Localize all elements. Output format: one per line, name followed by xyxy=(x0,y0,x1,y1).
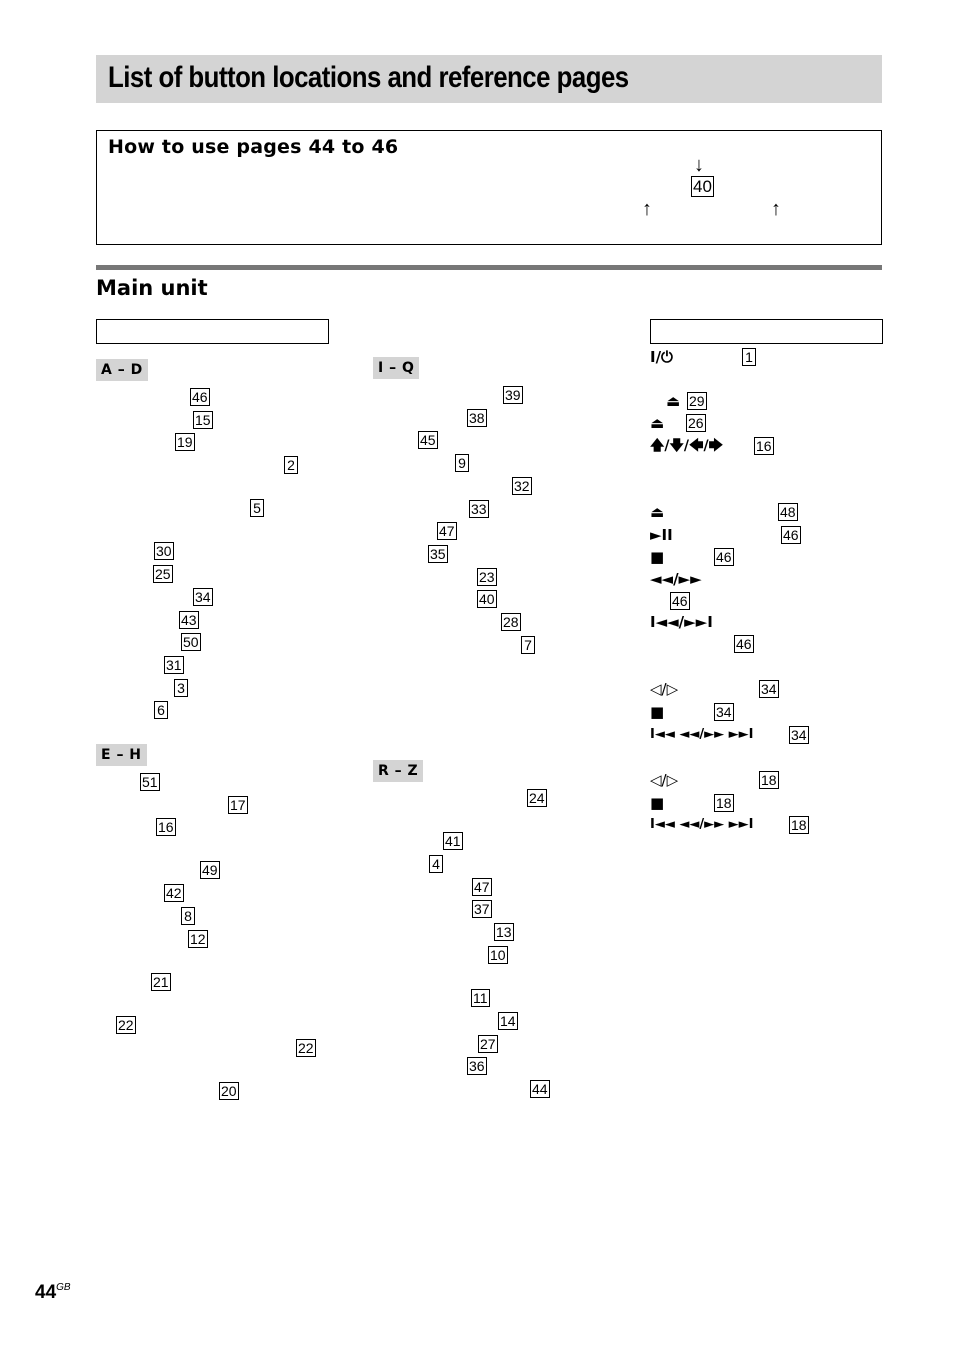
ref-number: 22 xyxy=(298,1040,314,1056)
ref-number: 6 xyxy=(154,701,168,719)
ref-number: 25 xyxy=(155,566,171,582)
column-header-box-left xyxy=(96,319,329,344)
ref-number: 23 xyxy=(479,569,495,585)
ref-number: 50 xyxy=(183,634,199,650)
example-ref-number: 40 xyxy=(693,177,712,196)
eject-icon: ⏏ xyxy=(650,503,665,521)
power-icon: I/⏻ xyxy=(650,348,673,366)
ref-number: 15 xyxy=(195,412,211,428)
group-tag-i-q: I – Q xyxy=(373,357,419,379)
ref-number: 46 xyxy=(716,549,732,565)
arrow-up-icon: ↑ xyxy=(771,198,781,220)
group-tag-a-d: A – D xyxy=(96,359,148,381)
ref-number: 5 xyxy=(250,499,264,517)
skip-search-icon: I◄◄ ◄◄/►► ►►I xyxy=(650,817,754,832)
ref-number: 30 xyxy=(156,543,172,559)
ref-number: 16 xyxy=(158,819,174,835)
ref-number: 1 xyxy=(742,348,756,366)
ref-number: 19 xyxy=(177,434,193,450)
eject-icon: ⏏ xyxy=(666,392,681,410)
ref-number: 28 xyxy=(503,614,519,630)
ref-number: 4 xyxy=(429,855,443,873)
skip-search-icon: I◄◄ ◄◄/►► ►►I xyxy=(650,727,754,742)
page-number-suffix: GB xyxy=(56,1282,71,1293)
ref-number: 22 xyxy=(118,1017,134,1033)
section-title: Main unit xyxy=(96,276,208,300)
ref-number: 32 xyxy=(514,478,530,494)
ref-number: 17 xyxy=(230,797,246,813)
ref-number: 13 xyxy=(496,924,512,940)
ref-number: 38 xyxy=(469,410,485,426)
ref-number: 9 xyxy=(455,454,469,472)
column-header-box-right xyxy=(650,319,883,344)
ref-number: 7 xyxy=(521,636,535,654)
ref-number: 43 xyxy=(181,612,197,628)
arrow-down-icon: ↓ xyxy=(694,154,704,176)
ref-number: 2 xyxy=(284,456,298,474)
ref-number: 47 xyxy=(474,879,490,895)
section-divider xyxy=(96,265,882,270)
ref-number: 21 xyxy=(153,974,169,990)
ref-number: 46 xyxy=(736,636,752,652)
ref-number: 10 xyxy=(490,947,506,963)
ref-number: 42 xyxy=(166,885,182,901)
page-title: List of button locations and reference pages xyxy=(108,61,629,94)
ref-number: 18 xyxy=(761,772,777,788)
ref-number: 36 xyxy=(469,1058,485,1074)
group-tag-r-z: R – Z xyxy=(373,760,423,782)
stop-icon: ■ xyxy=(650,548,665,566)
ref-number: 34 xyxy=(761,681,777,697)
ref-number: 20 xyxy=(221,1083,237,1099)
ref-number: 31 xyxy=(166,657,182,673)
ref-number: 45 xyxy=(420,432,436,448)
ref-number: 46 xyxy=(192,389,208,405)
ref-number: 35 xyxy=(430,546,446,562)
stop-icon: ■ xyxy=(650,703,665,721)
howto-title: How to use pages 44 to 46 xyxy=(108,136,399,158)
ref-number: 12 xyxy=(190,931,206,947)
group-tag-e-h: E – H xyxy=(96,744,147,766)
ref-number: 37 xyxy=(474,901,490,917)
ref-number: 18 xyxy=(716,795,732,811)
skip-icon: I◄◄/►►I xyxy=(650,613,713,631)
play-pause-icon: ►II xyxy=(650,526,673,544)
page-number xyxy=(35,1282,71,1304)
ref-number: 40 xyxy=(479,591,495,607)
ref-number: 11 xyxy=(473,990,488,1006)
page-number-value: 44 xyxy=(35,1282,57,1303)
title-bar xyxy=(96,55,882,103)
ref-number: 3 xyxy=(174,679,188,697)
rewind-fast-forward-icon: ◄◄/►► xyxy=(650,570,702,588)
arrow-up-icon: ↑ xyxy=(642,198,652,220)
ref-number: 34 xyxy=(195,589,211,605)
direction-icon: ◁/▷ xyxy=(650,771,679,789)
ref-number: 46 xyxy=(672,593,688,609)
eject-icon: ⏏ xyxy=(650,414,665,432)
ref-number: 8 xyxy=(181,907,195,925)
cursor-arrows-icon: 🡅/🡇/🡄/🡆 xyxy=(650,438,724,454)
ref-number: 44 xyxy=(532,1081,548,1097)
stop-icon: ■ xyxy=(650,794,665,812)
ref-number: 27 xyxy=(480,1036,496,1052)
howto-box xyxy=(96,130,882,245)
ref-number: 33 xyxy=(471,501,487,517)
ref-number: 46 xyxy=(783,527,799,543)
ref-number: 34 xyxy=(791,727,807,743)
ref-number: 24 xyxy=(529,790,545,806)
direction-icon: ◁/▷ xyxy=(650,680,679,698)
ref-number: 41 xyxy=(445,833,461,849)
ref-number: 16 xyxy=(756,438,772,454)
ref-number: 26 xyxy=(688,415,704,431)
ref-number: 34 xyxy=(716,704,732,720)
ref-number: 48 xyxy=(780,504,796,520)
ref-number: 39 xyxy=(505,387,521,403)
ref-number: 29 xyxy=(689,393,705,409)
ref-number: 51 xyxy=(142,774,158,790)
ref-number: 18 xyxy=(791,817,807,833)
ref-number: 49 xyxy=(202,862,218,878)
ref-number: 47 xyxy=(439,523,455,539)
ref-number: 14 xyxy=(500,1013,516,1029)
